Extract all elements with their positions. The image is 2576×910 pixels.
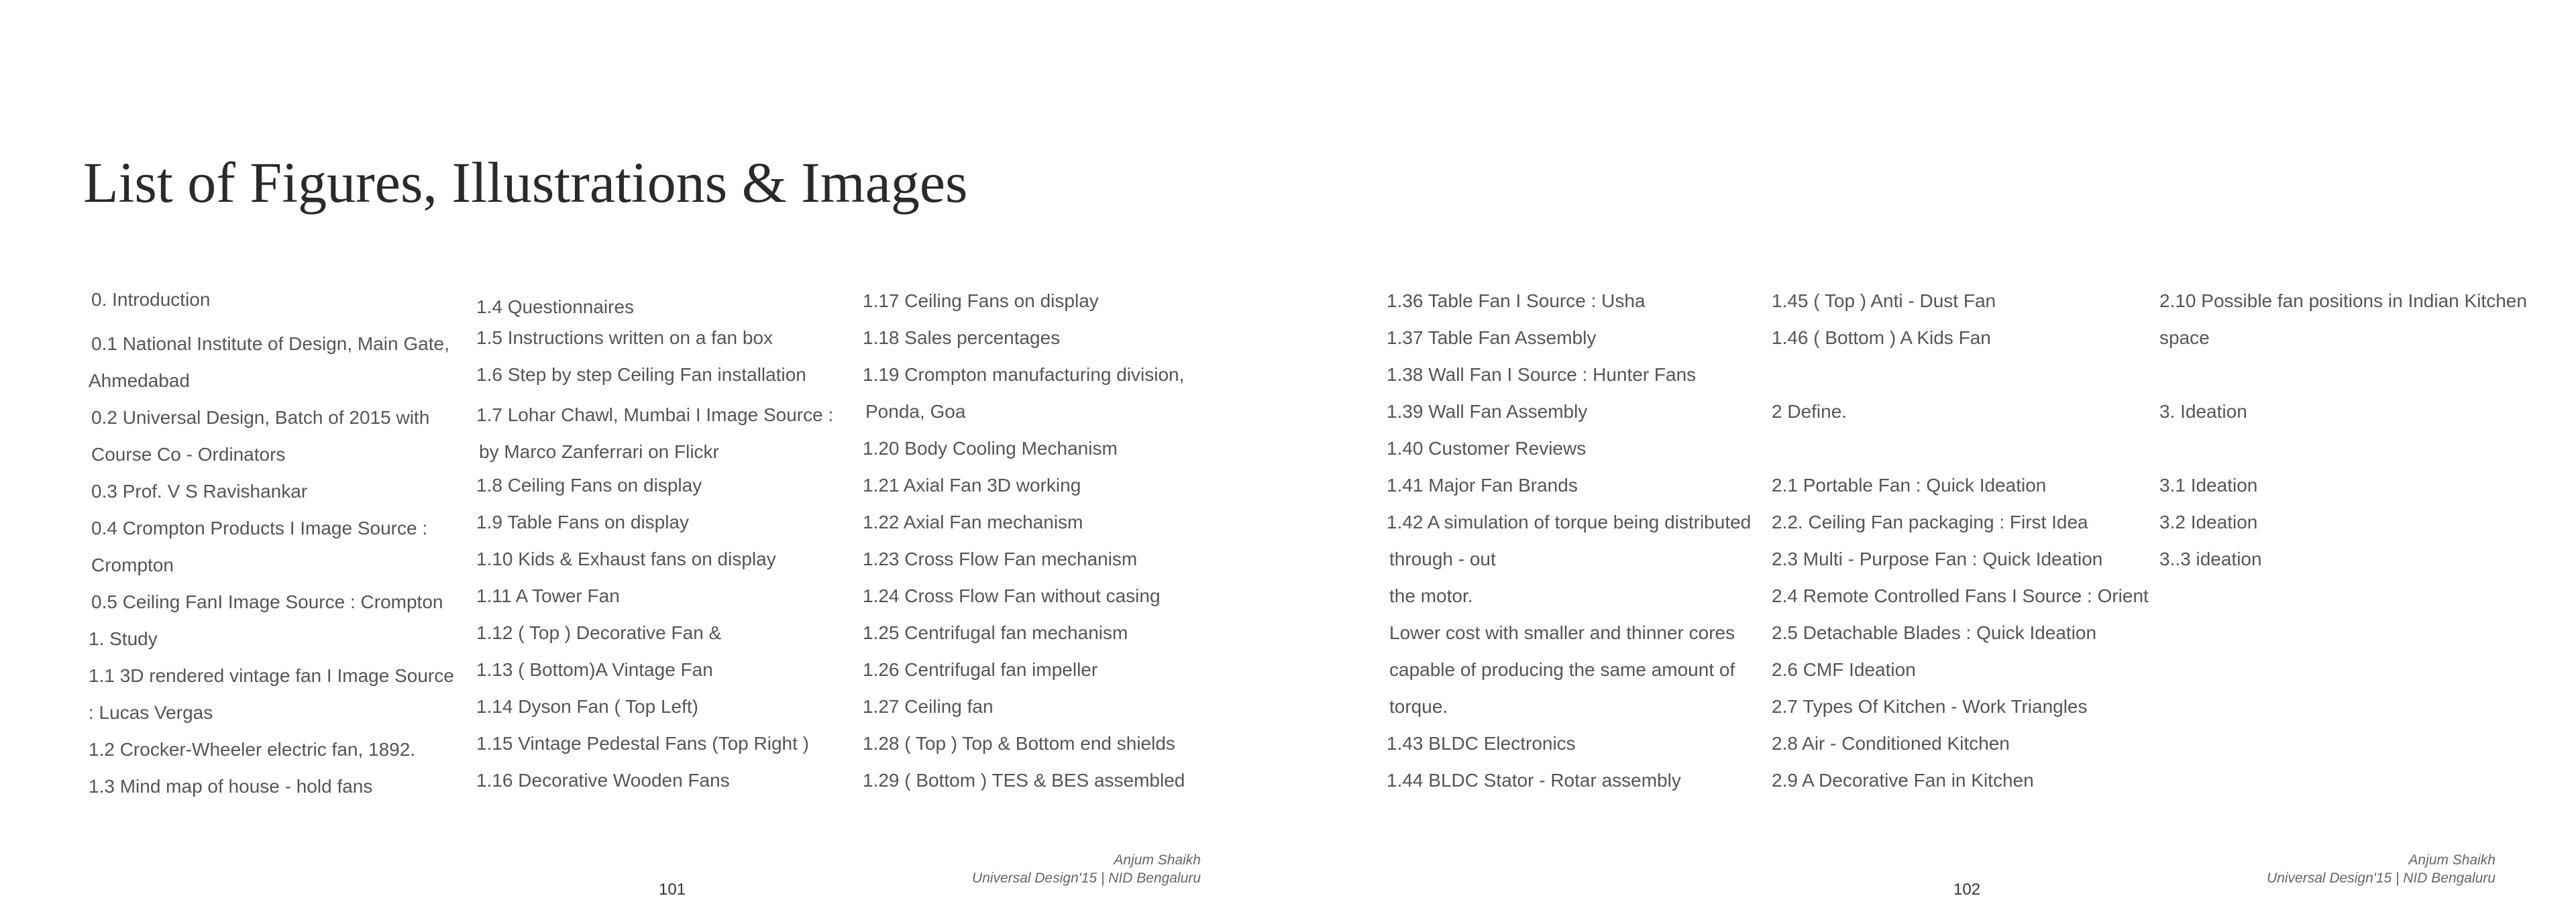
figure-entry: 1.43 BLDC Electronics xyxy=(1387,733,1576,754)
figure-entry: 1.22 Axial Fan mechanism xyxy=(863,512,1083,532)
figure-entry: 1.40 Customer Reviews xyxy=(1387,438,1587,459)
figure-entry: 1.11 A Tower Fan xyxy=(476,585,620,606)
figure-entry: 0. Introduction xyxy=(91,289,211,310)
figure-entry: 1.29 ( Bottom ) TES & BES assembled xyxy=(863,770,1185,791)
figure-entry: : Lucas Vergas xyxy=(89,702,213,723)
footer-affiliation-left: Universal Design'15 | NID Bengaluru xyxy=(972,870,1201,886)
figure-entry: 0.3 Prof. V S Ravishankar xyxy=(91,481,308,502)
figure-entry: 0.4 Crompton Products I Image Source : xyxy=(91,518,428,538)
figure-entry: Crompton xyxy=(91,555,174,575)
figure-entry: 2.4 Remote Controlled Fans I Source : Orient xyxy=(1772,585,2149,606)
figure-entry: 1.12 ( Top ) Decorative Fan & xyxy=(476,622,722,643)
figure-entry: 1.37 Table Fan Assembly xyxy=(1387,327,1597,348)
figure-entry: 1.41 Major Fan Brands xyxy=(1387,475,1578,496)
figure-entry: 2 Define. xyxy=(1772,401,1847,422)
figure-entry: 1.26 Centrifugal fan impeller xyxy=(863,659,1098,680)
figure-entry: 1.42 A simulation of torque being distributed xyxy=(1387,512,1752,532)
figure-entry: 2.9 A Decorative Fan in Kitchen xyxy=(1772,770,2034,791)
footer-author-right: Anjum Shaikh xyxy=(2408,852,2496,868)
figure-entry: 1.13 ( Bottom)A Vintage Fan xyxy=(476,659,713,680)
figure-entry: 3.2 Ideation xyxy=(2159,512,2258,532)
figure-entry: 1.9 Table Fans on display xyxy=(476,512,690,532)
figure-entry: 2.1 Portable Fan : Quick Ideation xyxy=(1772,475,2047,496)
figure-entry: 2.2. Ceiling Fan packaging : First Idea xyxy=(1772,512,2088,532)
figure-entry: 1.10 Kids & Exhaust fans on display xyxy=(476,549,776,569)
page-title: List of Figures, Illustrations & Images xyxy=(83,150,968,215)
figure-entry: 1.1 3D rendered vintage fan I Image Source xyxy=(89,665,454,686)
figure-entry: 1.8 Ceiling Fans on display xyxy=(476,475,702,496)
page-number-left: 101 xyxy=(659,880,686,899)
figure-entry: 1.44 BLDC Stator - Rotar assembly xyxy=(1387,770,1681,791)
figure-entry: 1.38 Wall Fan I Source : Hunter Fans xyxy=(1387,364,1697,385)
figure-entry: Ahmedabad xyxy=(89,370,191,391)
page-number-right: 102 xyxy=(1953,880,1981,899)
figure-entry: 1.6 Step by step Ceiling Fan installation xyxy=(476,364,806,385)
figure-entry: 2.10 Possible fan positions in Indian Kitchen xyxy=(2159,290,2527,311)
footer-author-left: Anjum Shaikh xyxy=(1114,852,1201,868)
figure-entry: 1.16 Decorative Wooden Fans xyxy=(476,770,730,791)
figure-entry: 1.39 Wall Fan Assembly xyxy=(1387,401,1588,422)
figure-entry: 1.28 ( Top ) Top & Bottom end shields xyxy=(863,733,1175,754)
figure-entry: 1.46 ( Bottom ) A Kids Fan xyxy=(1772,327,1991,348)
figure-entry: 1.24 Cross Flow Fan without casing xyxy=(863,585,1161,606)
figure-entry: Course Co - Ordinators xyxy=(91,444,286,465)
figure-entry: 2.3 Multi - Purpose Fan : Quick Ideation xyxy=(1772,549,2103,569)
figure-entry: 1.36 Table Fan I Source : Usha xyxy=(1387,290,1646,311)
figure-entry: 1.17 Ceiling Fans on display xyxy=(863,290,1099,311)
figure-entry: 2.5 Detachable Blades : Quick Ideation xyxy=(1772,622,2097,643)
figure-entry: 1.18 Sales percentages xyxy=(863,327,1061,348)
figure-entry: 1.7 Lohar Chawl, Mumbai I Image Source : xyxy=(476,404,834,425)
figure-entry: the motor. xyxy=(1389,585,1473,606)
figure-entry: Ponda, Goa xyxy=(865,401,966,422)
figure-entry: 1.15 Vintage Pedestal Fans (Top Right ) xyxy=(476,733,810,754)
figure-entry: 1.19 Crompton manufacturing division, xyxy=(863,364,1185,385)
figure-entry: 1.14 Dyson Fan ( Top Left) xyxy=(476,696,698,717)
figure-entry: torque. xyxy=(1389,696,1448,717)
figure-entry: 0.5 Ceiling FanI Image Source : Crompton xyxy=(91,591,443,612)
figure-entry: 1.2 Crocker-Wheeler electric fan, 1892. xyxy=(89,739,416,760)
figure-entry: capable of producing the same amount of xyxy=(1389,659,1735,680)
figure-entry: through - out xyxy=(1389,549,1496,569)
figure-entry: Lower cost with smaller and thinner cores xyxy=(1389,622,1735,643)
figure-entry: 1.5 Instructions written on a fan box xyxy=(476,327,773,348)
figure-entry: 0.1 National Institute of Design, Main Gate, xyxy=(91,333,449,354)
figure-entry: 1. Study xyxy=(89,628,158,649)
figure-entry: 0.2 Universal Design, Batch of 2015 with xyxy=(91,407,430,428)
footer-affiliation-right: Universal Design'15 | NID Bengaluru xyxy=(2267,870,2496,886)
figure-entry: 2.8 Air - Conditioned Kitchen xyxy=(1772,733,2010,754)
figure-entry: 1.27 Ceiling fan xyxy=(863,696,994,717)
figure-entry: 1.45 ( Top ) Anti - Dust Fan xyxy=(1772,290,1996,311)
figure-entry: 3. Ideation xyxy=(2159,401,2247,422)
figure-entry: 3..3 ideation xyxy=(2159,549,2262,569)
figure-entry: 1.23 Cross Flow Fan mechanism xyxy=(863,549,1138,569)
figure-entry: 2.6 CMF Ideation xyxy=(1772,659,1916,680)
figure-entry: 3.1 Ideation xyxy=(2159,475,2258,496)
figure-entry: 2.7 Types Of Kitchen - Work Triangles xyxy=(1772,696,2088,717)
figure-entry: 1.4 Questionnaires xyxy=(476,296,635,317)
figure-entry: 1.21 Axial Fan 3D working xyxy=(863,475,1081,496)
figure-entry: 1.3 Mind map of house - hold fans xyxy=(89,776,373,797)
figure-entry: 1.25 Centrifugal fan mechanism xyxy=(863,622,1128,643)
figure-entry: 1.20 Body Cooling Mechanism xyxy=(863,438,1118,459)
figure-entry: by Marco Zanferrari on Flickr xyxy=(479,441,719,462)
figure-entry: space xyxy=(2159,327,2210,348)
